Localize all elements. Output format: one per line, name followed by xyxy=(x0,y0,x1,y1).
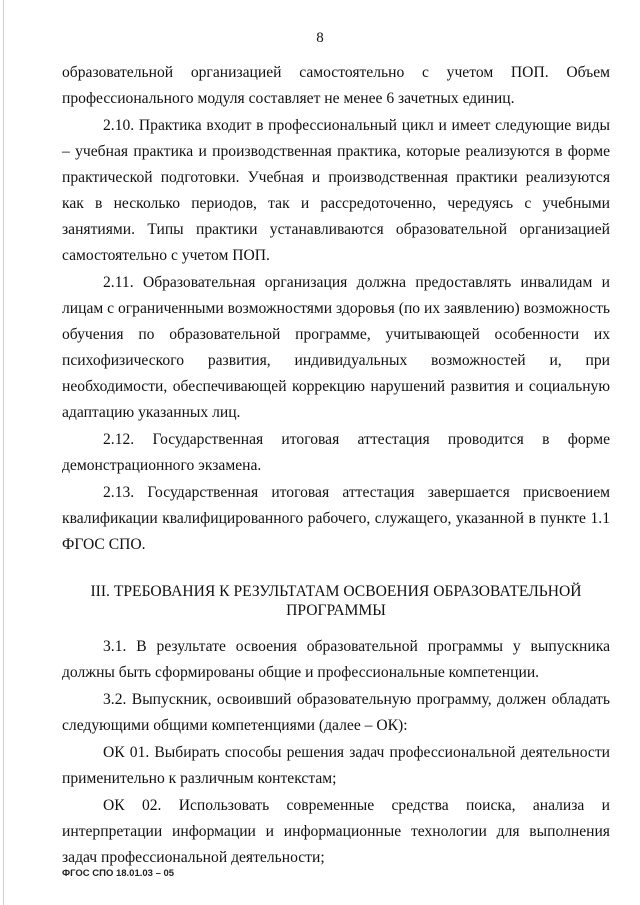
paragraph-continuation: образовательной организацией самостоятельно с учетом ПОП. Объем профессионального модуля составляет не менее 6 зачетных единиц. xyxy=(62,64,610,107)
paragraph-3-1: 3.1. В результате освоения образовательной программы у выпускника должны быть сформированы общие и профессиональные компетенции. xyxy=(62,638,610,681)
document-footer-code: ФГОС СПО 18.01.03 – 05 xyxy=(62,868,175,879)
paragraph-2-12: 2.12. Государственная итоговая аттестация проводится в форме демонстрационного экзамена. xyxy=(62,431,610,474)
page-content xyxy=(62,60,610,871)
competency-ok-02: ОК 02. Использовать современные средства поиска, анализа и интерпретации информации и информационные технологии для выполнения задач профессиональной деятельности; xyxy=(62,797,610,866)
paragraph-2-10: 2.10. Практика входит в профессиональный цикл и имеет следующие виды – учебная практика и производственная практика, которые реализуются в форме практической подготовки. Учебная и производственная практики реализуются как в несколько периодов, так и рассредоточенно, чередуясь с учебными занятиями. Типы практики устанавливаются образовательной организацией самостоятельно с учетом ПОП. xyxy=(62,117,610,264)
paragraph-2-11: 2.11. Образовательная организация должна предоставлять инвалидам и лицам с ограниченными возможностями здоровья (по их заявлению) возможность обучения по образовательной программе, учитывающей особенности их психофизического развития, индивидуальных возможностей и, при необходимости, обеспечивающей коррекцию нарушений развития и социальную адаптацию указанных лиц. xyxy=(62,274,610,421)
page-left-border xyxy=(3,0,4,905)
paragraph-3-2: 3.2. Выпускник, освоивший образовательную программу, должен обладать следующими общими компетенциями (далее – ОК): xyxy=(62,691,610,734)
section-heading: III. ТРЕБОВАНИЯ К РЕЗУЛЬТАТАМ ОСВОЕНИЯ ОБРАЗОВАТЕЛЬНОЙ ПРОГРАММЫ xyxy=(90,583,582,619)
page-number: 8 xyxy=(316,30,324,46)
paragraph-2-13: 2.13. Государственная итоговая аттестация завершается присвоением квалификации квалифицированного рабочего, служащего, указанной в пункте 1.1 ФГОС СПО. xyxy=(62,484,610,553)
competency-ok-01: ОК 01. Выбирать способы решения задач профессиональной деятельности применительно к различным контекстам; xyxy=(62,744,610,787)
